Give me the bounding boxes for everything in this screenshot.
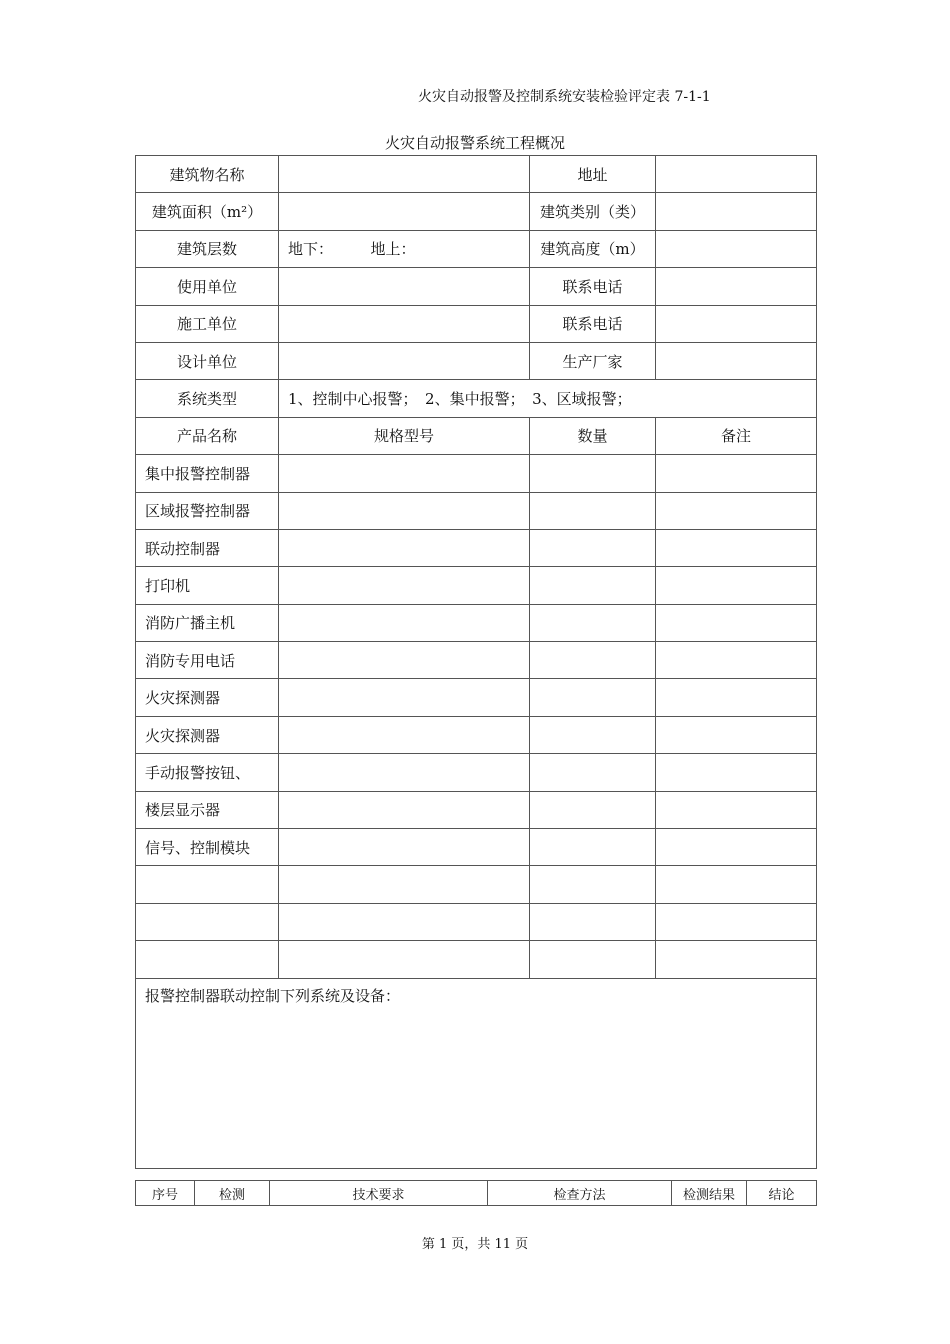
field-label: 生产厂家 [530,342,656,379]
spec-cell[interactable] [279,529,530,566]
quantity-cell[interactable] [530,903,656,940]
field-label: 设计单位 [136,342,279,379]
remark-cell[interactable] [656,679,817,716]
field-label: 建筑高度（m） [530,230,656,267]
spec-cell[interactable] [279,567,530,604]
quantity-cell[interactable] [530,529,656,566]
column-header: 检测 [195,1181,270,1206]
field-label: 建筑面积（m²） [136,193,279,230]
linkage-field[interactable]: 报警控制器联动控制下列系统及设备： [136,978,817,1168]
field-label: 使用单位 [136,268,279,305]
field-label: 地址 [530,156,656,193]
page-number: 第 1 页，共 11 页 [421,1237,529,1252]
column-header: 检测结果 [672,1181,747,1206]
field-value[interactable] [279,268,530,305]
product-row [136,679,817,716]
info-row [136,230,817,267]
remark-cell[interactable] [656,492,817,529]
spec-cell[interactable] [279,866,530,903]
product-row [136,604,817,641]
remark-cell[interactable] [656,791,817,828]
form-code-header: 火灾自动报警及控制系统安装检验评定表 7-1-1 [418,89,711,105]
spec-cell[interactable] [279,716,530,753]
field-label: 系统类型 [136,380,279,417]
remark-cell[interactable] [656,866,817,903]
field-label: 建筑层数 [136,230,279,267]
remark-cell[interactable] [656,941,817,978]
product-row [136,567,817,604]
remark-cell[interactable] [656,642,817,679]
quantity-cell[interactable] [530,492,656,529]
spec-cell[interactable] [279,679,530,716]
product-row [136,866,817,903]
info-row [136,268,817,305]
field-value[interactable] [279,156,530,193]
remark-cell[interactable] [656,829,817,866]
remark-cell[interactable] [656,903,817,940]
product-name: 手动报警按钮、 [136,754,279,791]
spec-cell[interactable] [279,604,530,641]
spec-cell[interactable] [279,492,530,529]
spec-cell[interactable] [279,642,530,679]
spec-cell[interactable] [279,455,530,492]
remark-cell[interactable] [656,604,817,641]
quantity-cell[interactable] [530,716,656,753]
remark-cell[interactable] [656,716,817,753]
system-type-options[interactable]: 1、控制中心报警； 2、集中报警； 3、区域报警； [279,380,817,417]
spec-cell[interactable] [279,791,530,828]
product-name [136,866,279,903]
info-row [136,305,817,342]
field-label: 施工单位 [136,305,279,342]
field-value[interactable] [279,342,530,379]
column-header: 结论 [747,1181,817,1206]
field-value[interactable] [656,230,817,267]
remark-cell[interactable] [656,455,817,492]
linkage-row [136,978,817,1168]
product-row [136,791,817,828]
column-header: 规格型号 [279,417,530,454]
quantity-cell[interactable] [530,754,656,791]
product-name [136,903,279,940]
product-name: 区域报警控制器 [136,492,279,529]
quantity-cell[interactable] [530,791,656,828]
product-name: 消防广播主机 [136,604,279,641]
product-row [136,903,817,940]
product-row [136,716,817,753]
spec-cell[interactable] [279,941,530,978]
column-header: 产品名称 [136,417,279,454]
product-row [136,455,817,492]
field-value[interactable] [656,193,817,230]
field-value[interactable] [656,305,817,342]
field-value[interactable]: 地下： 地上： [279,230,530,267]
remark-cell[interactable] [656,529,817,566]
column-header: 备注 [656,417,817,454]
remark-cell[interactable] [656,567,817,604]
product-name: 消防专用电话 [136,642,279,679]
product-row [136,941,817,978]
product-name: 信号、控制模块 [136,829,279,866]
quantity-cell[interactable] [530,941,656,978]
spec-cell[interactable] [279,903,530,940]
quantity-cell[interactable] [530,604,656,641]
spec-cell[interactable] [279,754,530,791]
column-header: 数量 [530,417,656,454]
field-value[interactable] [279,193,530,230]
product-name: 联动控制器 [136,529,279,566]
product-row [136,492,817,529]
product-row [136,754,817,791]
field-label: 联系电话 [530,305,656,342]
product-header-row [136,417,817,454]
column-header: 检查方法 [488,1181,672,1206]
info-row [136,156,817,193]
product-row [136,829,817,866]
column-header: 技术要求 [270,1181,488,1206]
field-value[interactable] [656,156,817,193]
system-type-row [136,380,817,417]
product-name: 打印机 [136,567,279,604]
product-name: 火灾探测器 [136,716,279,753]
field-label: 建筑物名称 [136,156,279,193]
quantity-cell[interactable] [530,829,656,866]
quantity-cell[interactable] [530,679,656,716]
page-title: 火灾自动报警系统工程概况 [384,134,565,152]
info-row [136,342,817,379]
product-name: 楼层显示器 [136,791,279,828]
quantity-cell[interactable] [530,642,656,679]
spec-cell[interactable] [279,829,530,866]
product-name: 集中报警控制器 [136,455,279,492]
info-row [136,193,817,230]
quantity-cell[interactable] [530,866,656,903]
product-row [136,529,817,566]
column-header: 序号 [136,1181,195,1206]
product-row [136,642,817,679]
field-value[interactable] [656,268,817,305]
remark-cell[interactable] [656,754,817,791]
field-value[interactable] [279,305,530,342]
quantity-cell[interactable] [530,567,656,604]
quantity-cell[interactable] [530,455,656,492]
inspection-table-header [135,1180,817,1206]
product-name [136,941,279,978]
field-value[interactable] [656,342,817,379]
field-label: 建筑类别（类） [530,193,656,230]
overview-table [135,155,817,1169]
product-name: 火灾探测器 [136,679,279,716]
field-label: 联系电话 [530,268,656,305]
